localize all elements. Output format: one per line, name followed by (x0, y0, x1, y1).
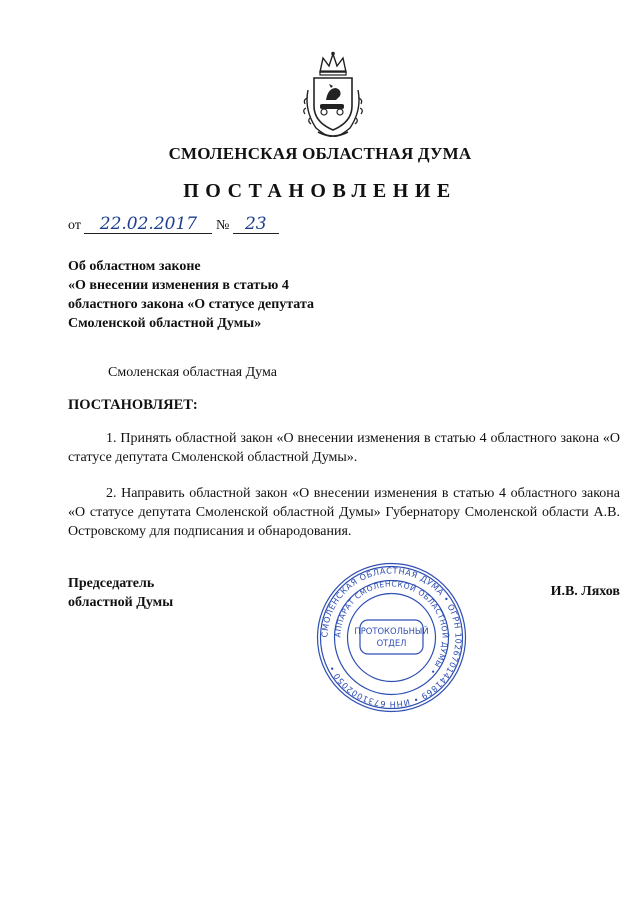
signatory-name: И.В. Ляхов (550, 584, 620, 599)
stamp-inner-ring-text: АППАРАТ СМОЛЕНСКОЙ ОБЛАСТНОЙ ДУМЫ • (333, 579, 450, 677)
stamp-center-line: ПРОТОКОЛЬНЫЙ (354, 626, 429, 636)
organization-title: СМОЛЕНСКАЯ ОБЛАСТНАЯ ДУМА (168, 144, 472, 163)
paragraph-1: 1. Принять областной закон «О внесении изменения в статью 4 областного закона «О статусе депутата Смоленской областной Думы». (68, 431, 620, 465)
handwritten-number: 23 (233, 215, 279, 234)
subject-line: Об областном законе (68, 259, 201, 274)
official-stamp (314, 560, 469, 715)
signatory-title-line: Председатель (68, 576, 155, 591)
stamp-outer-ring-text: СМОЛЕНСКАЯ ОБЛАСТНАЯ ДУМА • ОГРН 1026701441869 • ИНН 6731002050 • (319, 565, 464, 710)
signatory-title (68, 574, 173, 612)
coat-of-arms-emblem (298, 50, 368, 140)
signatory-title-line: областной Думы (68, 595, 174, 610)
intro-text: Смоленская областная Дума (108, 365, 277, 380)
document-subject (68, 257, 388, 333)
date-label: от (68, 218, 81, 233)
paragraph-2: 2. Направить областной закон «О внесении изменения в статью 4 областного закона «О статусе депутата Смоленской областной Думы» Губернатору Смоленской области А.В. Островскому для подписания и обнародования. (68, 486, 620, 539)
subject-line: областного закона «О статусе депутата (68, 297, 314, 312)
date-number-line (68, 215, 279, 234)
resolves-heading: ПОСТАНОВЛЯЕТ: (68, 397, 198, 413)
stamp-center-line: ОТДЕЛ (376, 638, 407, 648)
subject-line: «О внесении изменения в статью 4 (68, 278, 289, 293)
subject-line: Смоленской областной Думы» (68, 316, 262, 331)
document-type-title: ПОСТАНОВЛЕНИЕ (183, 180, 457, 202)
handwritten-date: 22.02.2017 (84, 215, 212, 234)
number-label: № (215, 218, 230, 233)
